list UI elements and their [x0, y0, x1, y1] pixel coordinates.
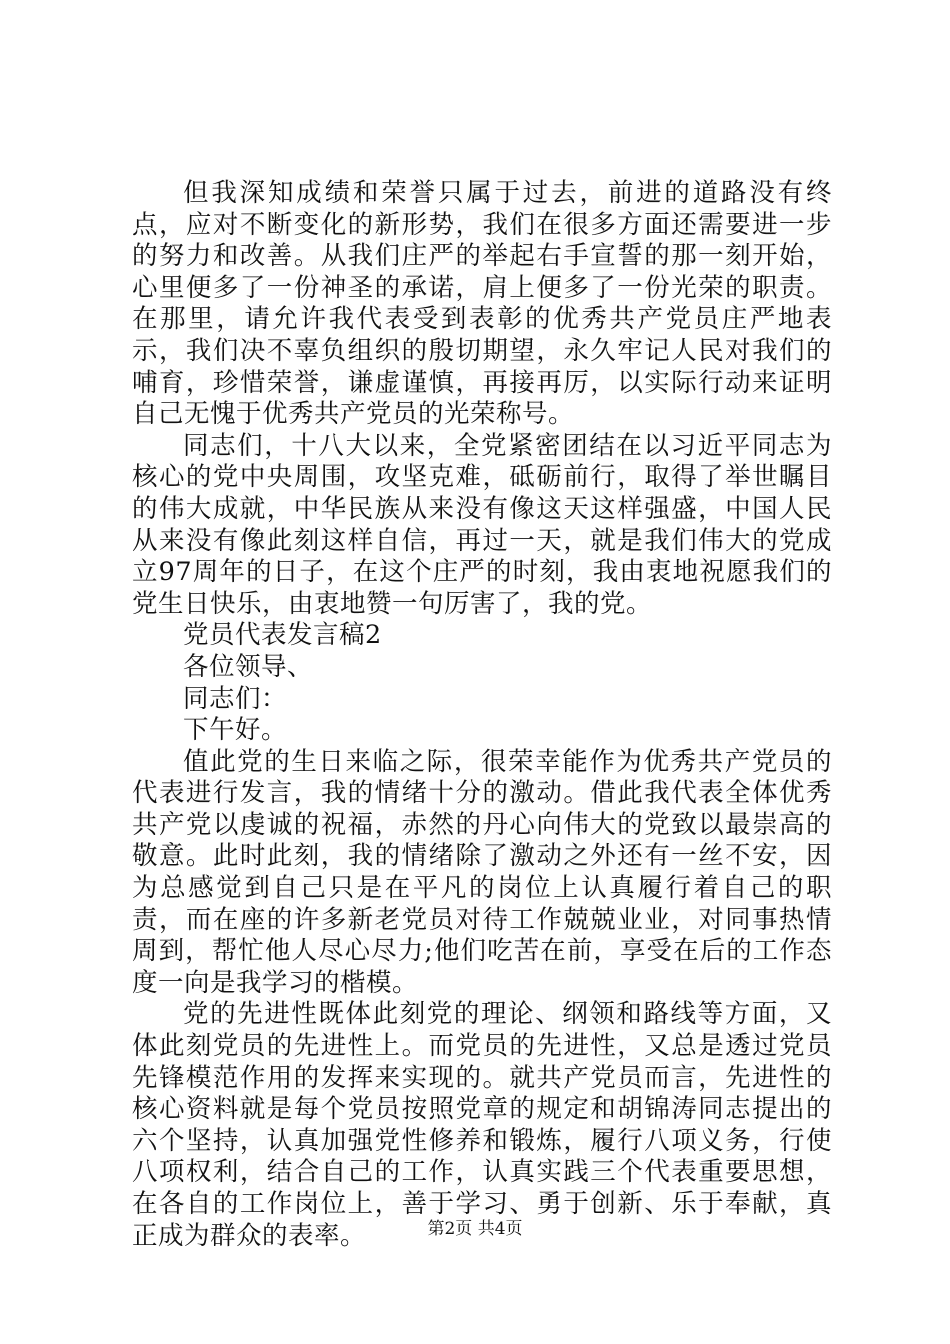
- paragraph: 值此党的生日来临之际，很荣幸能作为优秀共产党员的代表进行发言，我的情绪十分的激动。借此我代表全体优秀共产党以虔诚的祝福，赤然的丹心向伟大的党致以最崇高的敬意。此时此刻，我的情绪除了激动之外还有一丝不安，因为总感觉到自己只是在平凡的岗位上认真履行着自己的职责，而在座的许多新老党员对待工作兢兢业业，对同事热情周到，帮忙他人尽心尽力;他们吃苦在前，享受在后的工作态度一向是我学习的楷模。: [132, 746, 832, 998]
- document-body: [132, 178, 832, 1252]
- paragraph: 同志们，十八大以来，全党紧密团结在以习近平同志为核心的党中央周围，攻坚克难，砥砺前行，取得了举世瞩目的伟大成就，中华民族从来没有像这天这样强盛，中国人民从来没有像此刻这样自信，再过一天，就是我们伟大的党成立97周年的日子，在这个庄严的时刻，我由衷地祝愿我们的党生日快乐，由衷地赞一句厉害了，我的党。: [132, 430, 832, 619]
- section-heading: 党员代表发言稿2: [183, 620, 382, 651]
- greeting-line: 下午好。: [183, 715, 288, 746]
- paragraph: 但我深知成绩和荣誉只属于过去，前进的道路没有终点，应对不断变化的新形势，我们在很多方面还需要进一步的努力和改善。从我们庄严的举起右手宣誓的那一刻开始，心里便多了一份神圣的承诺，肩上便多了一份光荣的职责。在那里，请允许我代表受到表彰的优秀共产党员庄严地表示，我们决不辜负组织的殷切期望，永久牢记人民对我们的哺育，珍惜荣誉，谦虚谨慎，再接再厉，以实际行动来证明自己无愧于优秀共产党员的光荣称号。: [132, 178, 832, 430]
- paragraph: 党的先进性既体此刻党的理论、纲领和路线等方面，又体此刻党员的先进性上。而党员的先进性，又总是透过党员先锋模范作用的发挥来实现的。就共产党员而言，先进性的核心资料就是每个党员按照党章的规定和胡锦涛同志提出的六个坚持，认真加强党性修养和锻炼，履行八项义务，行使八项权利，结合自己的工作，认真实践三个代表重要思想，在各自的工作岗位上，善于学习、勇于创新、乐于奉献，真正成为群众的表率。: [132, 999, 832, 1251]
- salutation-line: 同志们：: [183, 683, 288, 714]
- page-footer: 第2页 共4页: [427, 1219, 523, 1239]
- salutation-line: 各位领导、: [183, 651, 314, 682]
